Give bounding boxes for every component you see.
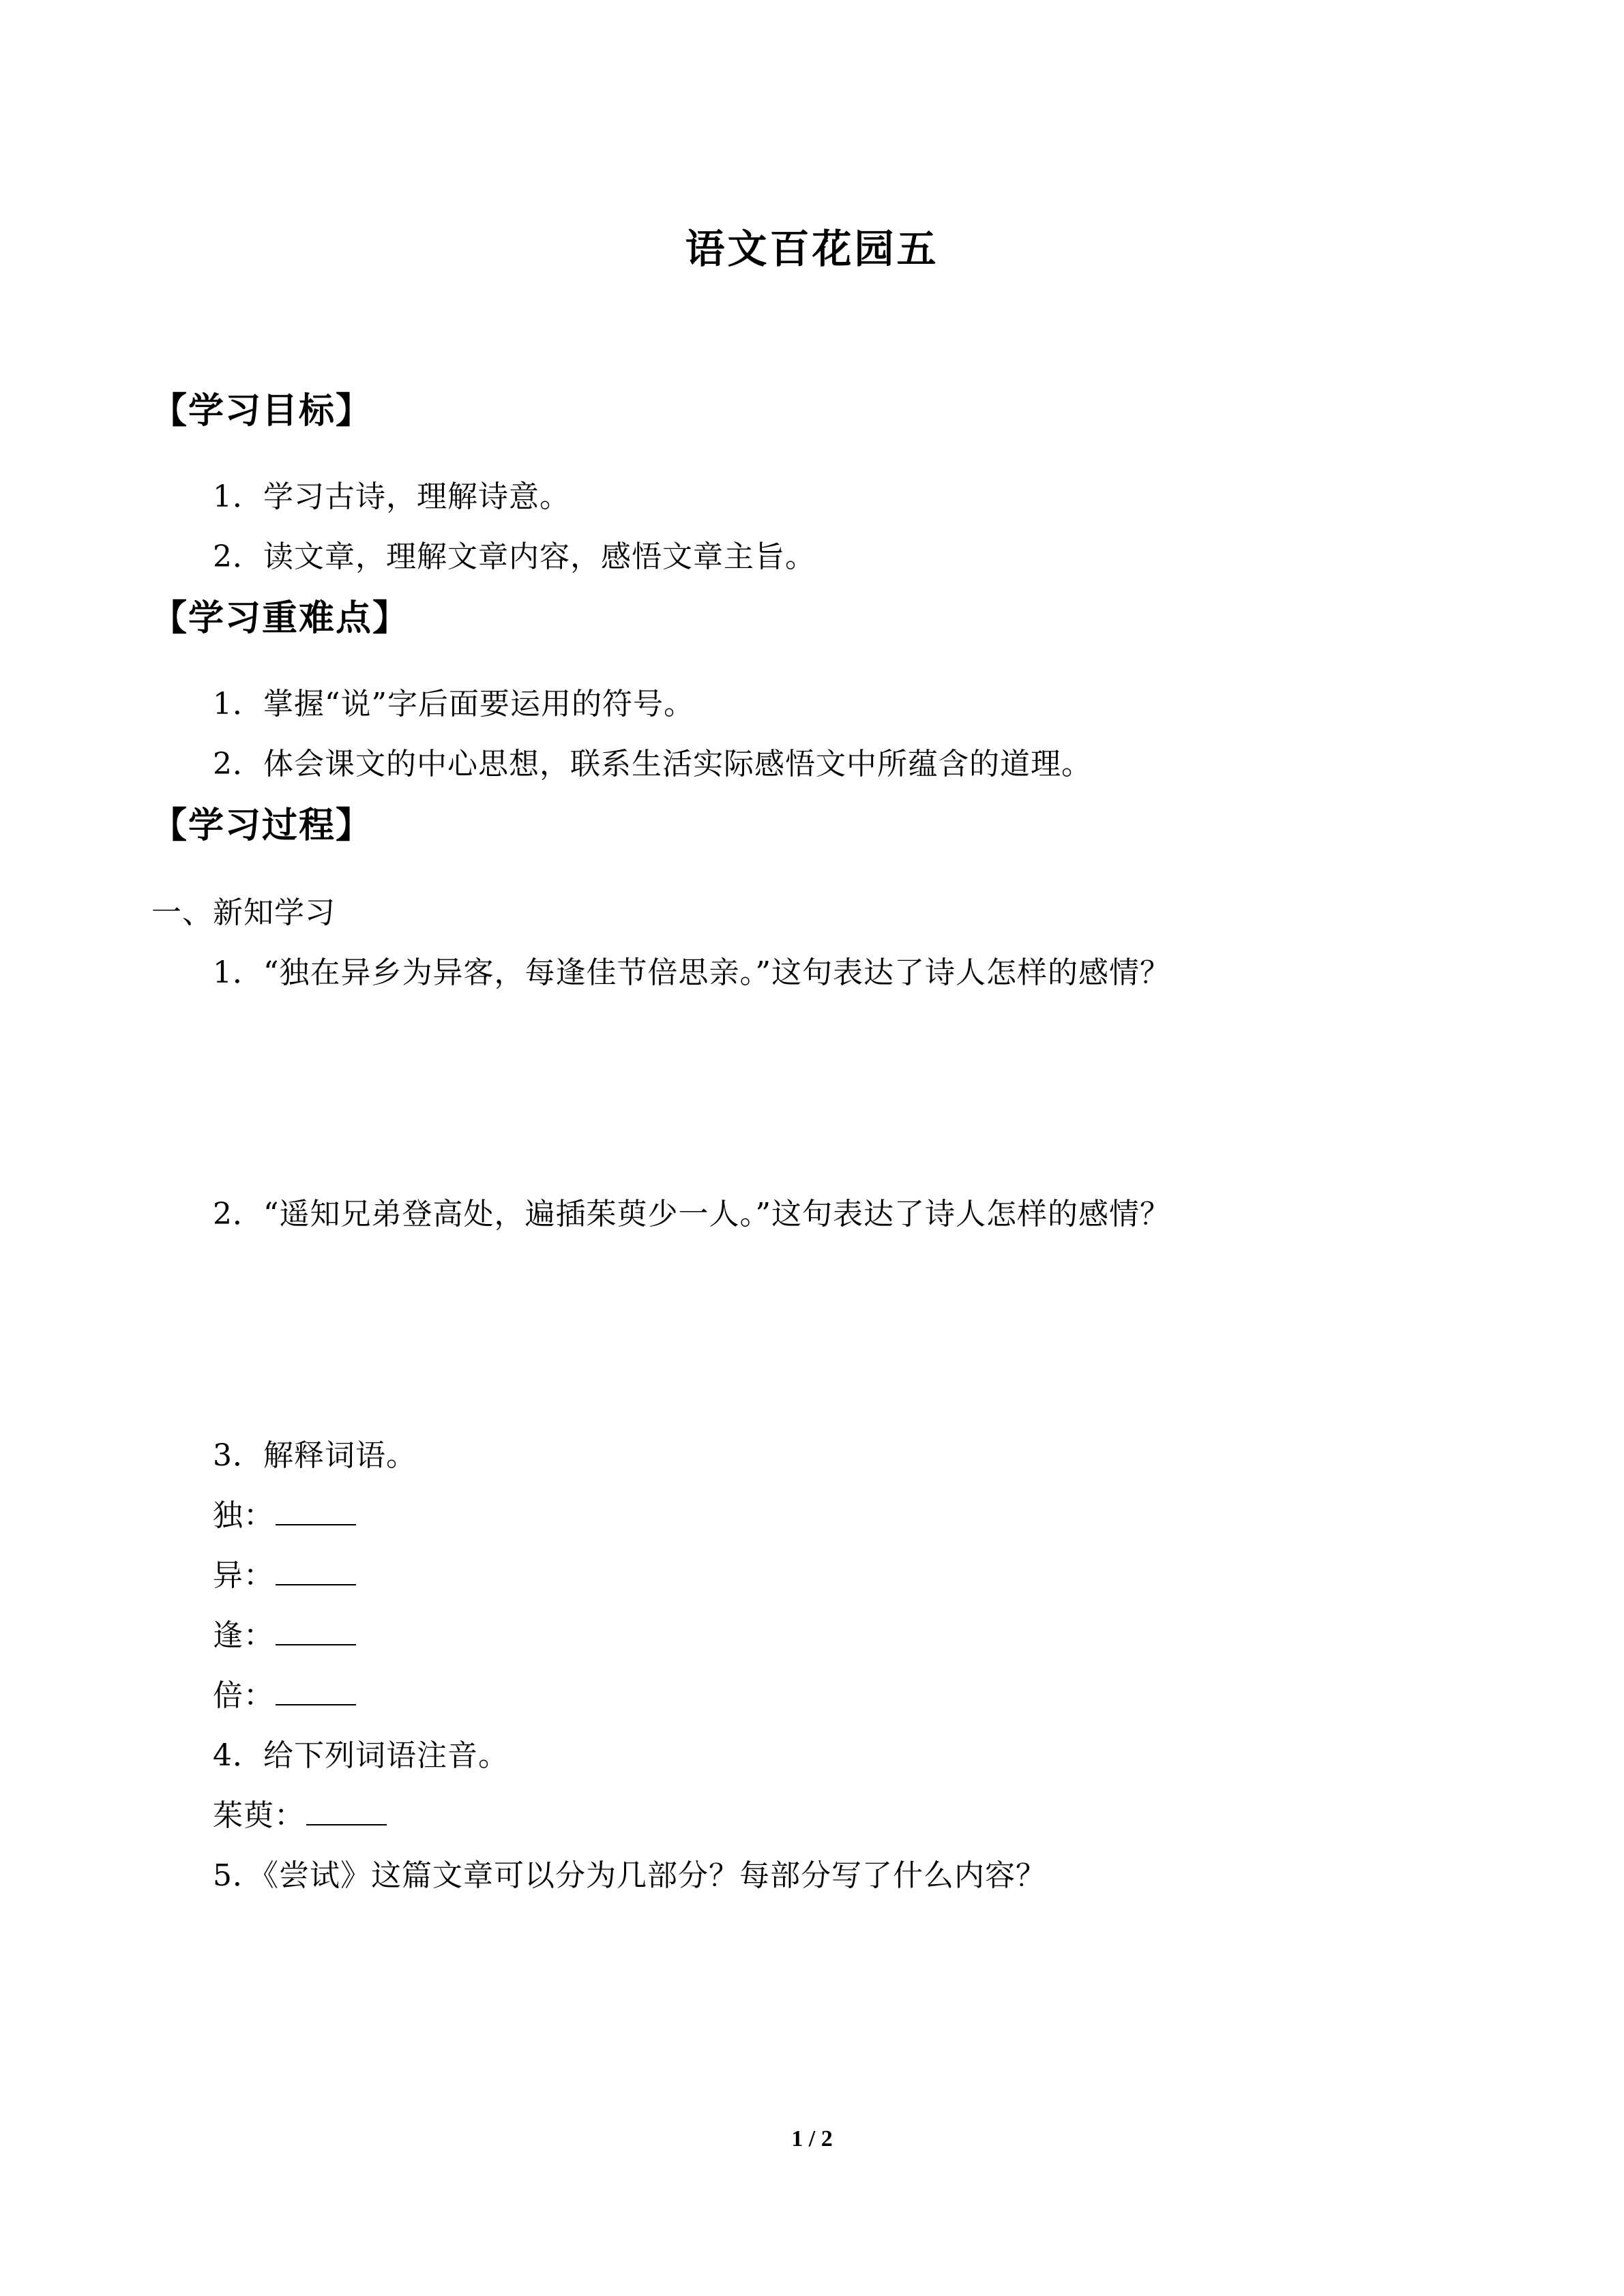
word-label: 倍：	[213, 1678, 274, 1713]
pinyin-item	[213, 1791, 387, 1834]
answer-blank[interactable]	[276, 1677, 356, 1705]
answer-blank[interactable]	[276, 1497, 356, 1525]
goal-item-1: 1．学习古诗，理解诗意。	[213, 479, 570, 514]
word-label: 独：	[213, 1498, 274, 1533]
key-point-item-2: 2．体会课文的中心思想，联系生活实际感悟文中所蕴含的道理。	[213, 747, 1092, 781]
document-title: 语文百花园五	[685, 226, 939, 272]
question-5: 5．《尝试》这篇文章可以分为几部分？每部分写了什么内容？	[213, 1858, 1046, 1893]
word-item	[213, 1611, 356, 1654]
answer-blank[interactable]	[276, 1557, 356, 1585]
goal-item-2: 2．读文章，理解文章内容，感悟文章主旨。	[213, 539, 816, 574]
answer-blank[interactable]	[306, 1797, 387, 1825]
question-2: 2．“遥知兄弟登高处，遍插茱萸少一人。”这句表达了诗人怎样的感情？	[213, 1197, 1170, 1232]
question-4: 4．给下列词语注音。	[213, 1738, 509, 1773]
answer-blank[interactable]	[276, 1617, 356, 1645]
section-heading-key-points: 【学习重难点】	[151, 598, 410, 639]
part-heading-new-knowledge: 一、新知学习	[151, 895, 336, 930]
word-item	[213, 1551, 356, 1594]
question-3: 3．解释词语。	[213, 1438, 417, 1473]
section-heading-process: 【学习过程】	[151, 805, 373, 846]
word-item	[213, 1491, 356, 1534]
pinyin-word-label: 茱萸：	[213, 1798, 305, 1833]
key-point-item-1: 1．掌握“说”字后面要运用的符号。	[213, 687, 694, 721]
question-1: 1．“独在异乡为异客，每逢佳节倍思亲。”这句表达了诗人怎样的感情？	[213, 955, 1170, 990]
word-item	[213, 1671, 356, 1714]
page-number: 1 / 2	[791, 2126, 833, 2151]
word-label: 逢：	[213, 1618, 274, 1653]
section-heading-goals: 【学习目标】	[151, 391, 373, 432]
word-label: 异：	[213, 1558, 274, 1593]
